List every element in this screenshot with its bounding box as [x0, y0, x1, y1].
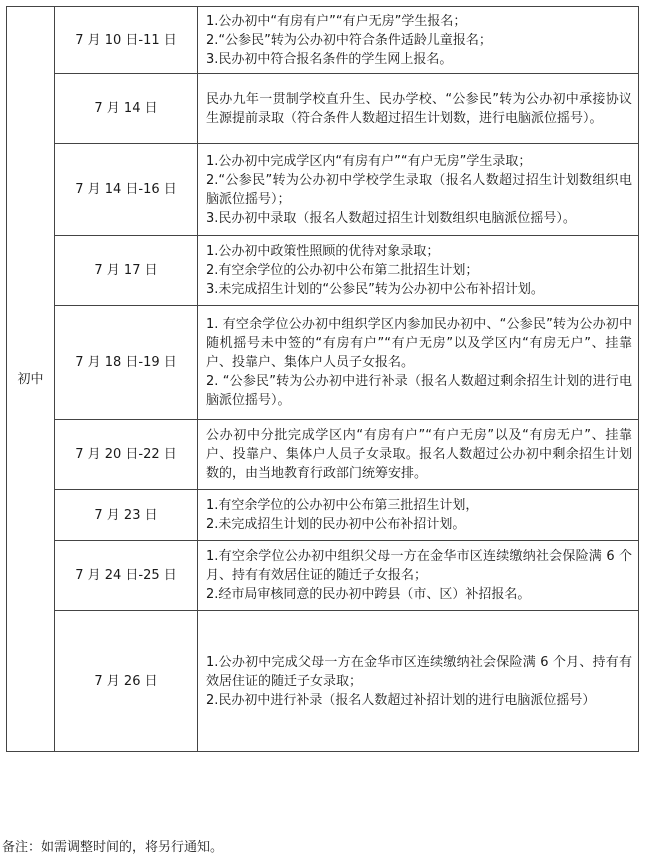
table-row	[7, 236, 639, 306]
description-cell	[198, 611, 639, 752]
description-line: 2.有空余学位的公办初中公布第二批招生计划；	[206, 263, 479, 278]
description-cell	[198, 420, 639, 490]
description-cell	[198, 7, 639, 74]
date-cell: 7 月 26 日	[55, 611, 198, 752]
table-row	[7, 490, 639, 541]
description-line: 1.公办初中政策性照顾的优待对象录取；	[206, 244, 440, 259]
description-line: 1.公办初中完成学区内“有房有户”“有户无房”学生录取；	[206, 153, 532, 169]
description-line: 2.“公参民”转为公办初中学校学生录取（报名人数超过招生计划数组织电脑派位摇号）；	[206, 172, 632, 207]
level-cell: 初中	[7, 7, 55, 752]
description-line: 3.民办初中录取（报名人数超过招生计划数组织电脑派位摇号）。	[206, 210, 576, 226]
description-line: 民办九年一贯制学校直升生、民办学校、“公参民”转为公办初中承接协议生源提前录取（符合条件人数超过招生计划数，进行电脑派位摇号）。	[206, 91, 632, 126]
table-row	[7, 541, 639, 611]
description-line: 公办初中分批完成学区内“有房有户”“有户无房”以及“有房无户”、挂靠户、投靠户、集体户人员子女录取。报名人数超过公办初中剩余招生计划数的，由当地教育行政部门统筹安排。	[206, 428, 632, 481]
description-line: 2.“公参民”转为公办初中符合条件适龄儿童报名；	[206, 32, 492, 48]
description-line: 2. “公参民”转为公办初中进行补录（报名人数超过剩余招生计划的进行电脑派位摇号）。	[206, 374, 632, 408]
description-cell	[198, 490, 639, 541]
date-cell: 7 月 14 日	[55, 74, 198, 144]
description-line: 2.未完成招生计划的民办初中公布补招计划。	[206, 517, 466, 532]
date-cell: 7 月 24 日-25 日	[55, 541, 198, 611]
description-line: 1.公办初中完成父母一方在金华市区连续缴纳社会保险满 6 个月、持有有效居住证的随迁子女录取；	[206, 654, 632, 689]
description-cell	[198, 541, 639, 611]
description-line: 1. 有空余学位公办初中组织学区内参加民办初中、“公参民”转为公办初中随机摇号未中签的“有房有户”“有户无房”以及学区内“有房无户”、挂靠户、投靠户、集体户人员子女报名。	[206, 317, 632, 370]
description-line: 2.民办初中进行补录（报名人数超过补招计划的进行电脑派位摇号）	[206, 692, 596, 708]
description-line: 1.有空余学位公办初中组织父母一方在金华市区连续缴纳社会保险满 6 个月、持有有效居住证的随迁子女报名；	[206, 549, 632, 583]
date-cell: 7 月 18 日-19 日	[55, 306, 198, 420]
description-cell	[198, 74, 639, 144]
date-cell: 7 月 10 日-11 日	[55, 7, 198, 74]
table-row	[7, 144, 639, 236]
description-cell	[198, 144, 639, 236]
description-line: 1.公办初中“有房有户”“有户无房”学生报名；	[206, 13, 467, 29]
description-cell	[198, 306, 639, 420]
table-row	[7, 420, 639, 490]
description-cell	[198, 236, 639, 306]
schedule-table	[6, 6, 639, 752]
schedule-body	[7, 7, 639, 752]
date-cell: 7 月 17 日	[55, 236, 198, 306]
description-line: 3.未完成招生计划的“公参民”转为公办初中公布补招计划。	[206, 282, 544, 297]
description-line: 1.有空余学位的公办初中公布第三批招生计划，	[206, 498, 479, 513]
table-row	[7, 306, 639, 420]
table-row	[7, 7, 639, 74]
footnote: 备注：如需调整时间的，将另行通知。	[2, 840, 224, 855]
description-line: 3.民办初中符合报名条件的学生网上报名。	[206, 51, 453, 67]
table-row	[7, 74, 639, 144]
date-cell: 7 月 23 日	[55, 490, 198, 541]
description-line: 2.经市局审核同意的民办初中跨县（市、区）补招报名。	[206, 587, 531, 602]
date-cell: 7 月 14 日-16 日	[55, 144, 198, 236]
table-row	[7, 611, 639, 752]
date-cell: 7 月 20 日-22 日	[55, 420, 198, 490]
